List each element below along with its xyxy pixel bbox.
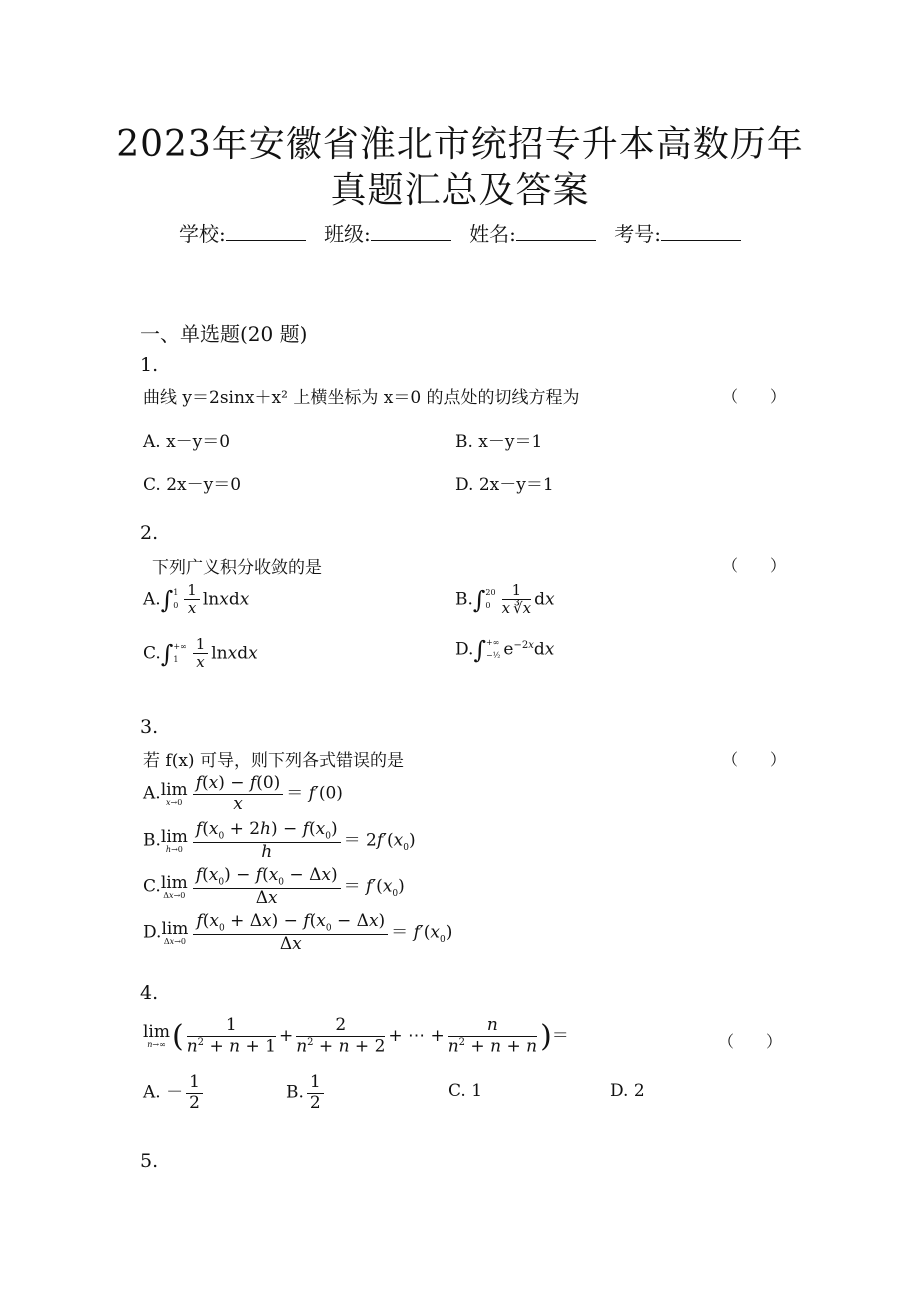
answer-bracket: （ ） (722, 750, 787, 769)
option-c: C. 2x－y＝0 (143, 475, 242, 495)
question-stem: 下列广义积分收敛的是 (152, 558, 322, 578)
school-label: 学校: (178, 222, 226, 246)
question-number: 4. (140, 982, 159, 1004)
option-b: B.∫20 0 $\frac{1}{x ∛x}$ dx (455, 581, 555, 618)
name-blank (516, 222, 596, 241)
option-d: D. 2 (610, 1081, 645, 1101)
class-field (324, 222, 451, 246)
option-a: A.lim x→0 $\frac{f(x) - f(0)}{x}$ ＝ f′(0) (143, 773, 343, 814)
section-heading: 一、单选题(20 题) (140, 322, 308, 346)
answer-bracket: （ ） (722, 556, 787, 575)
option-d: D.∫+∞ −½ $e^{-2x}dx$ (455, 636, 555, 664)
class-label: 班级: (324, 222, 371, 246)
option-b-label: B. (286, 1082, 304, 1103)
school-blank (226, 222, 306, 241)
option-b: B.lim h→0 $\frac{f(x_0 + 2h) - f(x_0)}{h}$ ＝ $2f'(x_0)$ (143, 819, 416, 862)
school-field (179, 222, 306, 246)
question-stem: 若 f(x) 可导，则下列各式错误的是 (143, 751, 404, 771)
answer-bracket: （ ） (722, 387, 787, 406)
number-label: 考号: (614, 222, 662, 246)
option-d: D. 2x－y＝1 (455, 475, 554, 495)
question-stem: 曲线 y＝2sinx＋x² 上横坐标为 x＝0 的点处的切线方程为 (143, 388, 580, 408)
page-title-line2: 真题汇总及答案 (330, 170, 590, 211)
question-number: 2. (140, 522, 159, 544)
option-a: A.∫1 0 $\frac{1}{x}$ lnxdx (143, 581, 250, 618)
option-b: B. x－y＝1 (455, 432, 543, 452)
question-number: 3. (140, 716, 159, 738)
number-blank (661, 222, 741, 241)
option-a: A. － $\frac{1}{2}$ (143, 1073, 206, 1113)
name-field (469, 222, 596, 246)
question-stem: lim n→∞ ( $\frac{1}{n^2 + n + 1}$ + $\frac{2}{n^2 + n + 2}$ + ⋯ + $\frac{n}{n^2 + n + n}$ )＝ (143, 1015, 569, 1057)
class-blank (371, 222, 451, 241)
name-label: 姓名: (469, 222, 516, 246)
answer-bracket: （ ） (718, 1032, 783, 1051)
option-a: A. x－y＝0 (143, 432, 231, 452)
option-c: C.lim Δx→0 $\frac{f(x_0) - f(x_0 - \Delta x)}{\Delta x}$ ＝ $f'(x_0)$ (143, 865, 405, 908)
option-c: C.∫+∞ 1 $\frac{1}{x}$ lnxdx (143, 635, 258, 672)
student-info-line (0, 218, 920, 247)
number-field (614, 222, 741, 246)
option-c: C. 1 (448, 1081, 483, 1101)
option-b: B. $\frac{1}{2}$ (286, 1073, 327, 1113)
option-d: D.lim Δx→0 $\frac{f(x_0 + \Delta x) - f(x_0 - \Delta x)}{\Delta x}$ ＝ $f'(x_0)$ (143, 911, 453, 954)
question-number: 1. (140, 354, 159, 376)
question-number: 5. (140, 1150, 159, 1172)
option-a-label: A. － (143, 1082, 184, 1103)
page-title: 2023年安徽省淮北市统招专升本高数历年 (116, 124, 804, 165)
